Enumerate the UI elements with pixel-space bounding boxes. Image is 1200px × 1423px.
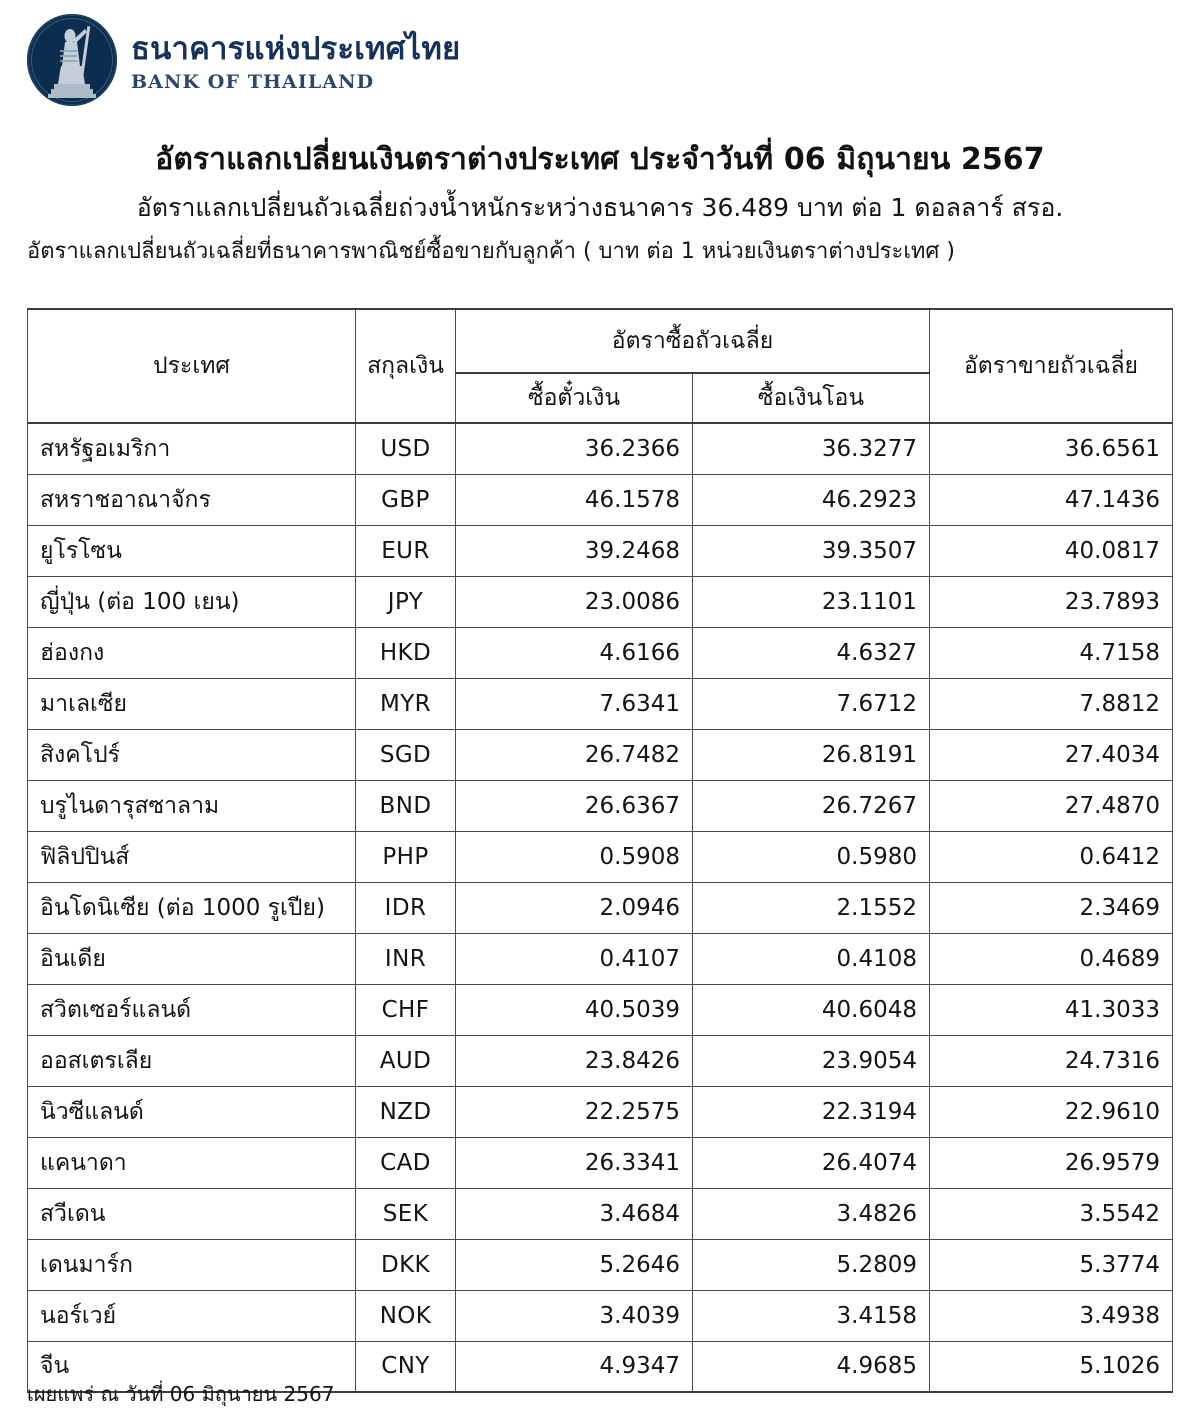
column-header-country: ประเทศ [28, 309, 356, 423]
cell-buy-bill: 0.5908 [456, 831, 693, 882]
cell-currency: AUD [356, 1035, 456, 1086]
cell-sell: 24.7316 [930, 1035, 1173, 1086]
table-row [28, 1137, 1173, 1188]
cell-buy-bill: 39.2468 [456, 525, 693, 576]
cell-sell: 23.7893 [930, 576, 1173, 627]
cell-country: บรูไนดารุสซาลาม [28, 780, 356, 831]
brand-wordmark [131, 28, 460, 92]
cell-currency: GBP [356, 474, 456, 525]
cell-buy-bill: 26.3341 [456, 1137, 693, 1188]
bank-of-thailand-seal-icon [27, 14, 117, 106]
cell-buy-transfer: 26.8191 [693, 729, 930, 780]
cell-buy-bill: 7.6341 [456, 678, 693, 729]
cell-buy-transfer: 40.6048 [693, 984, 930, 1035]
table-row [28, 1290, 1173, 1341]
table-row [28, 984, 1173, 1035]
table-row [28, 423, 1173, 474]
table-row [28, 933, 1173, 984]
document-titles [0, 140, 1200, 267]
cell-currency: EUR [356, 525, 456, 576]
cell-buy-bill: 3.4039 [456, 1290, 693, 1341]
column-header-buy-group: อัตราซื้อถัวเฉลี่ย [456, 309, 930, 373]
cell-sell: 36.6561 [930, 423, 1173, 474]
cell-buy-transfer: 23.9054 [693, 1035, 930, 1086]
cell-buy-transfer: 22.3194 [693, 1086, 930, 1137]
table-row [28, 831, 1173, 882]
table-body [28, 423, 1173, 1392]
cell-buy-bill: 46.1578 [456, 474, 693, 525]
table-row [28, 729, 1173, 780]
cell-buy-bill: 26.7482 [456, 729, 693, 780]
cell-country: ญี่ปุ่น (ต่อ 100 เยน) [28, 576, 356, 627]
column-header-currency: สกุลเงิน [356, 309, 456, 423]
interbank-rate-subtitle: อัตราแลกเปลี่ยนถัวเฉลี่ยถ่วงน้ำหนักระหว่างธนาคาร 36.489 บาท ต่อ 1 ดอลลาร์ สรอ. [136, 192, 1064, 222]
cell-buy-bill: 3.4684 [456, 1188, 693, 1239]
cell-buy-transfer: 23.1101 [693, 576, 930, 627]
column-header-buy-transfer: ซื้อเงินโอน [693, 373, 930, 423]
cell-buy-bill: 23.8426 [456, 1035, 693, 1086]
cell-country: เดนมาร์ก [28, 1239, 356, 1290]
cell-sell: 26.9579 [930, 1137, 1173, 1188]
table-row [28, 1086, 1173, 1137]
cell-currency: PHP [356, 831, 456, 882]
table-row [28, 1188, 1173, 1239]
cell-buy-transfer: 0.5980 [693, 831, 930, 882]
cell-country: ฮ่องกง [28, 627, 356, 678]
cell-buy-bill: 36.2366 [456, 423, 693, 474]
cell-sell: 27.4870 [930, 780, 1173, 831]
cell-buy-transfer: 36.3277 [693, 423, 930, 474]
table-row [28, 525, 1173, 576]
page-title: อัตราแลกเปลี่ยนเงินตราต่างประเทศ ประจำวันที่ 06 มิถุนายน 2567 [155, 142, 1045, 177]
cell-sell: 2.3469 [930, 882, 1173, 933]
cell-buy-bill: 22.2575 [456, 1086, 693, 1137]
cell-country: สวิตเซอร์แลนด์ [28, 984, 356, 1035]
cell-buy-bill: 23.0086 [456, 576, 693, 627]
cell-buy-transfer: 3.4158 [693, 1290, 930, 1341]
brand-name-en: BANK OF THAILAND [131, 70, 375, 93]
cell-sell: 3.4938 [930, 1290, 1173, 1341]
table-row [28, 627, 1173, 678]
cell-currency: MYR [356, 678, 456, 729]
cell-currency: CAD [356, 1137, 456, 1188]
table-row [28, 576, 1173, 627]
column-header-sell: อัตราขายถัวเฉลี่ย [930, 309, 1173, 423]
cell-sell: 0.4689 [930, 933, 1173, 984]
cell-country: มาเลเซีย [28, 678, 356, 729]
cell-buy-transfer: 26.7267 [693, 780, 930, 831]
cell-currency: HKD [356, 627, 456, 678]
cell-buy-transfer: 0.4108 [693, 933, 930, 984]
cell-country: สหราชอาณาจักร [28, 474, 356, 525]
cell-sell: 4.7158 [930, 627, 1173, 678]
cell-buy-bill: 26.6367 [456, 780, 693, 831]
cell-country: สหรัฐอเมริกา [28, 423, 356, 474]
cell-country: ยูโรโซน [28, 525, 356, 576]
table-header-row-top [28, 309, 1173, 373]
cell-country: สิงคโปร์ [28, 729, 356, 780]
cell-sell: 40.0817 [930, 525, 1173, 576]
cell-currency: CHF [356, 984, 456, 1035]
cell-buy-transfer: 5.2809 [693, 1239, 930, 1290]
cell-sell: 22.9610 [930, 1086, 1173, 1137]
table-row [28, 882, 1173, 933]
cell-sell: 27.4034 [930, 729, 1173, 780]
cell-buy-transfer: 2.1552 [693, 882, 930, 933]
cell-country: ฟิลิปปินส์ [28, 831, 356, 882]
column-header-buy-bill: ซื้อตั๋วเงิน [456, 373, 693, 423]
cell-currency: INR [356, 933, 456, 984]
table-row [28, 780, 1173, 831]
table-row [28, 474, 1173, 525]
cell-currency: USD [356, 423, 456, 474]
cell-sell: 0.6412 [930, 831, 1173, 882]
cell-sell: 41.3033 [930, 984, 1173, 1035]
cell-buy-bill: 2.0946 [456, 882, 693, 933]
cell-sell: 7.8812 [930, 678, 1173, 729]
cell-buy-transfer: 39.3507 [693, 525, 930, 576]
cell-currency: CNY [356, 1341, 456, 1392]
cell-currency: BND [356, 780, 456, 831]
cell-buy-transfer: 46.2923 [693, 474, 930, 525]
cell-sell: 3.5542 [930, 1188, 1173, 1239]
cell-country: สวีเดน [28, 1188, 356, 1239]
cell-buy-transfer: 26.4074 [693, 1137, 930, 1188]
cell-country: จีน [28, 1341, 356, 1392]
cell-currency: IDR [356, 882, 456, 933]
cell-country: ออสเตรเลีย [28, 1035, 356, 1086]
cell-buy-bill: 40.5039 [456, 984, 693, 1035]
cell-buy-transfer: 4.9685 [693, 1341, 930, 1392]
cell-sell: 5.3774 [930, 1239, 1173, 1290]
exchange-rate-table [27, 308, 1173, 1393]
cell-buy-bill: 5.2646 [456, 1239, 693, 1290]
cell-country: นอร์เวย์ [28, 1290, 356, 1341]
cell-currency: SEK [356, 1188, 456, 1239]
commercial-bank-rate-subtitle: อัตราแลกเปลี่ยนถัวเฉลี่ยที่ธนาคารพาณิชย์ซื้อขายกับลูกค้า ( บาท ต่อ 1 หน่วยเงินตราต่างประเทศ ) [27, 239, 955, 265]
cell-currency: NOK [356, 1290, 456, 1341]
table-header [28, 309, 1173, 423]
cell-country: นิวซีแลนด์ [28, 1086, 356, 1137]
published-date: เผยแพร่ ณ วันที่ 06 มิถุนายน 2567 [27, 1382, 335, 1406]
cell-buy-bill: 4.6166 [456, 627, 693, 678]
cell-currency: DKK [356, 1239, 456, 1290]
table-row [28, 1239, 1173, 1290]
cell-country: แคนาดา [28, 1137, 356, 1188]
brand-name-th: ธนาคารแห่งประเทศไทย [131, 31, 461, 68]
cell-country: อินเดีย [28, 933, 356, 984]
table-row [28, 678, 1173, 729]
cell-buy-transfer: 4.6327 [693, 627, 930, 678]
cell-country: อินโดนิเซีย (ต่อ 1000 รูเปีย) [28, 882, 356, 933]
cell-currency: NZD [356, 1086, 456, 1137]
table-row [28, 1035, 1173, 1086]
bank-of-thailand-logo [27, 14, 460, 106]
cell-buy-bill: 4.9347 [456, 1341, 693, 1392]
cell-sell: 5.1026 [930, 1341, 1173, 1392]
cell-buy-transfer: 3.4826 [693, 1188, 930, 1239]
exchange-rate-table-container [27, 308, 1173, 1393]
cell-currency: SGD [356, 729, 456, 780]
cell-sell: 47.1436 [930, 474, 1173, 525]
cell-buy-transfer: 7.6712 [693, 678, 930, 729]
cell-buy-bill: 0.4107 [456, 933, 693, 984]
cell-currency: JPY [356, 576, 456, 627]
